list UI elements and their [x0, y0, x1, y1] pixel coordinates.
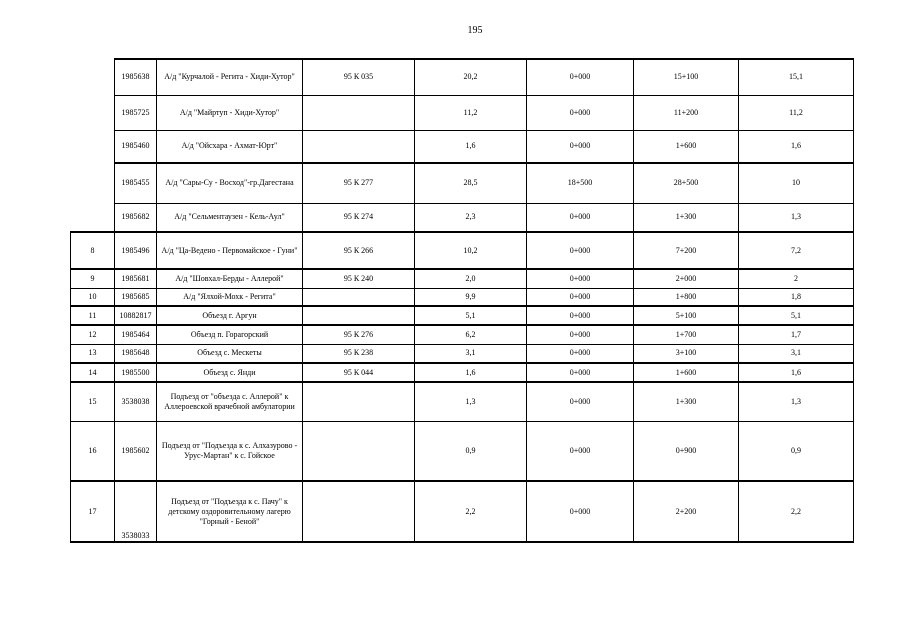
road-reg-number	[303, 306, 415, 325]
km-start: 0+000	[527, 95, 634, 130]
road-length: 2,2	[415, 481, 527, 542]
road-id: 1985682	[115, 203, 157, 232]
length-value: 15,1	[739, 59, 854, 95]
table-row	[71, 95, 854, 130]
length-value: 0,9	[739, 421, 854, 481]
road-length: 1,3	[415, 382, 527, 421]
row-number	[71, 203, 115, 232]
road-name: А/д "Сельментаузен - Кель-Аул"	[157, 203, 303, 232]
road-id: 1985464	[115, 325, 157, 344]
row-number: 13	[71, 344, 115, 363]
km-start: 0+000	[527, 232, 634, 269]
road-name: А/д "Ойсхара - Ахмат-Юрт"	[157, 130, 303, 163]
km-start: 0+000	[527, 344, 634, 363]
table-row	[71, 421, 854, 481]
road-name: Подъезд от "Подъезда к с. Алхазурово - Урус-Мартан" к с. Гойское	[157, 421, 303, 481]
roads-table	[70, 58, 854, 543]
road-length: 6,2	[415, 325, 527, 344]
road-length: 11,2	[415, 95, 527, 130]
road-id: 1985681	[115, 269, 157, 288]
row-number: 17	[71, 481, 115, 542]
length-value: 7,2	[739, 232, 854, 269]
table-row	[71, 288, 854, 306]
road-reg-number	[303, 288, 415, 306]
km-end: 15+100	[634, 59, 739, 95]
road-name: Подъезд от "Подъезда к с. Пачу" к детскому оздоровительному лагерю "Горный - Беной"	[157, 481, 303, 542]
road-length: 9,9	[415, 288, 527, 306]
road-reg-number	[303, 95, 415, 130]
km-start: 0+000	[527, 130, 634, 163]
road-name: А/д "Ялхой-Мохк - Регита"	[157, 288, 303, 306]
road-id: 10882817	[115, 306, 157, 325]
length-value: 1,3	[739, 203, 854, 232]
km-end: 1+600	[634, 130, 739, 163]
road-id: 1985455	[115, 163, 157, 203]
km-start: 0+000	[527, 203, 634, 232]
road-reg-number	[303, 130, 415, 163]
row-number: 9	[71, 269, 115, 288]
road-name: Объезд с. Мескеты	[157, 344, 303, 363]
km-start: 0+000	[527, 269, 634, 288]
length-value: 10	[739, 163, 854, 203]
road-length: 1,6	[415, 130, 527, 163]
km-start: 0+000	[527, 288, 634, 306]
length-value: 1,6	[739, 130, 854, 163]
road-length: 0,9	[415, 421, 527, 481]
table-row	[71, 203, 854, 232]
row-number	[71, 59, 115, 95]
road-reg-number: 95 К 035	[303, 59, 415, 95]
road-id: 1985496	[115, 232, 157, 269]
road-reg-number: 95 К 240	[303, 269, 415, 288]
table-row	[71, 306, 854, 325]
km-end: 2+000	[634, 269, 739, 288]
road-length: 2,0	[415, 269, 527, 288]
km-start: 0+000	[527, 363, 634, 382]
road-id: 1985602	[115, 421, 157, 481]
road-reg-number	[303, 382, 415, 421]
road-id: 1985725	[115, 95, 157, 130]
length-value: 1,3	[739, 382, 854, 421]
length-value: 2,2	[739, 481, 854, 542]
km-end: 11+200	[634, 95, 739, 130]
length-value: 1,7	[739, 325, 854, 344]
table-row	[71, 325, 854, 344]
road-length: 5,1	[415, 306, 527, 325]
road-length: 20,2	[415, 59, 527, 95]
km-start: 0+000	[527, 481, 634, 542]
length-value: 1,8	[739, 288, 854, 306]
road-name: А/д "Майртуп - Хиди-Хутор"	[157, 95, 303, 130]
row-number: 14	[71, 363, 115, 382]
km-end: 1+700	[634, 325, 739, 344]
road-id: 1985648	[115, 344, 157, 363]
road-reg-number: 95 К 238	[303, 344, 415, 363]
table-body	[71, 59, 854, 542]
page-number: 195	[467, 25, 483, 36]
table-row	[71, 163, 854, 203]
road-length: 2,3	[415, 203, 527, 232]
road-id: 1985500	[115, 363, 157, 382]
km-end: 0+900	[634, 421, 739, 481]
row-number	[71, 163, 115, 203]
road-length: 28,5	[415, 163, 527, 203]
row-number	[71, 130, 115, 163]
road-length: 1,6	[415, 363, 527, 382]
km-start: 0+000	[527, 421, 634, 481]
length-value: 3,1	[739, 344, 854, 363]
km-start: 18+500	[527, 163, 634, 203]
road-reg-number: 95 К 277	[303, 163, 415, 203]
road-name: Подъезд от "объезда с. Аллерой" к Аллероевской врачебной амбулатории	[157, 382, 303, 421]
road-id: 1985685	[115, 288, 157, 306]
road-name: Объезд с. Янди	[157, 363, 303, 382]
table-row	[71, 382, 854, 421]
table-row	[71, 232, 854, 269]
road-reg-number: 95 К 276	[303, 325, 415, 344]
road-reg-number	[303, 481, 415, 542]
road-length: 10,2	[415, 232, 527, 269]
road-name: А/д "Сары-Су - Восход"-гр.Дагестана	[157, 163, 303, 203]
table-row	[71, 59, 854, 95]
road-length: 3,1	[415, 344, 527, 363]
road-reg-number: 95 К 266	[303, 232, 415, 269]
km-start: 0+000	[527, 382, 634, 421]
row-number: 8	[71, 232, 115, 269]
km-end: 3+100	[634, 344, 739, 363]
road-name: А/д "Курчалой - Регита - Хиди-Хутор"	[157, 59, 303, 95]
row-number: 10	[71, 288, 115, 306]
row-number: 15	[71, 382, 115, 421]
km-end: 7+200	[634, 232, 739, 269]
km-end: 1+300	[634, 203, 739, 232]
km-start: 0+000	[527, 59, 634, 95]
road-reg-number: 95 К 044	[303, 363, 415, 382]
km-end: 1+300	[634, 382, 739, 421]
road-id: 1985638	[115, 59, 157, 95]
km-end: 1+600	[634, 363, 739, 382]
row-number	[71, 95, 115, 130]
length-value: 11,2	[739, 95, 854, 130]
length-value: 1,6	[739, 363, 854, 382]
road-id: 1985460	[115, 130, 157, 163]
row-number: 16	[71, 421, 115, 481]
road-name: Объезд г. Аргун	[157, 306, 303, 325]
table-row	[71, 363, 854, 382]
road-name: А/д "Ца-Ведено - Первомайское - Гуни"	[157, 232, 303, 269]
table-row	[71, 269, 854, 288]
row-number: 12	[71, 325, 115, 344]
road-reg-number: 95 К 274	[303, 203, 415, 232]
road-reg-number	[303, 421, 415, 481]
length-value: 5,1	[739, 306, 854, 325]
km-end: 1+800	[634, 288, 739, 306]
km-end: 2+200	[634, 481, 739, 542]
table-row	[71, 481, 854, 542]
table-row	[71, 130, 854, 163]
km-end: 28+500	[634, 163, 739, 203]
km-start: 0+000	[527, 325, 634, 344]
road-id: 3538038	[115, 382, 157, 421]
row-number: 11	[71, 306, 115, 325]
table-row	[71, 344, 854, 363]
km-end: 5+100	[634, 306, 739, 325]
road-id: 3538033	[115, 481, 157, 542]
length-value: 2	[739, 269, 854, 288]
road-name: А/д "Шовхал-Берды - Аллерой"	[157, 269, 303, 288]
km-start: 0+000	[527, 306, 634, 325]
road-name: Объезд п. Горагорский	[157, 325, 303, 344]
